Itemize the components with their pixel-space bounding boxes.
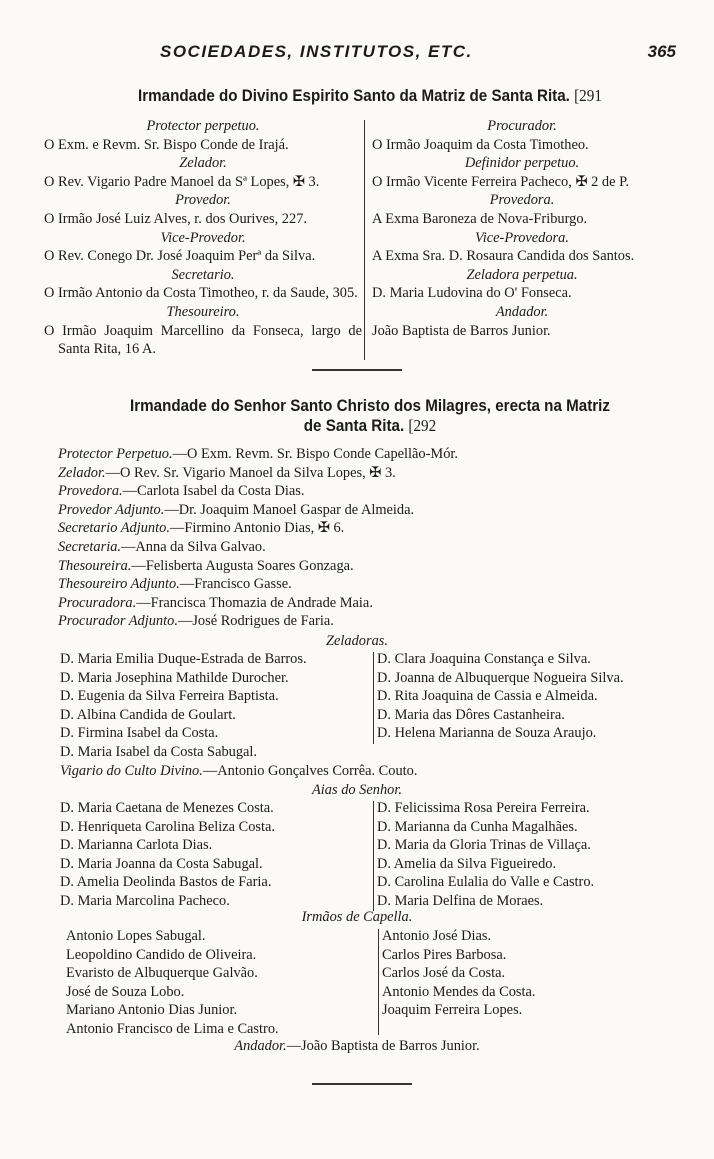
list-item: D. Maria Emilia Duque-Estrada de Barros. — [60, 651, 307, 667]
list-item: D. Maria das Dôres Castanheira. — [377, 706, 565, 723]
list-item: D. Maria Caetana de Menezes Costa. — [60, 800, 274, 816]
column-divider — [373, 652, 374, 744]
officer-entry — [58, 575, 678, 594]
vigario-value: —Antonio Gonçalves Corrêa. Couto. — [202, 763, 418, 779]
officer-label: Provedor Adjunto. — [58, 501, 165, 518]
officer-entry — [58, 557, 678, 576]
officer-label: Thesoureiro Adjunto. — [58, 576, 180, 593]
officer-value: —Francisca Thomazia de Andrade Maia. — [136, 594, 373, 611]
thesoureiro-name: O Irmão Joaquim Marcellino da Fonseca, largo de Santa Rita, 16 A. — [44, 322, 362, 358]
list-item: Mariano Antonio Dias Junior. — [66, 1002, 238, 1019]
officer-value: —Francisco Gasse. — [179, 576, 292, 593]
list-item: D. Helena Marianna de Souza Araujo. — [377, 725, 597, 742]
column-divider — [364, 120, 365, 360]
officer-entry — [58, 594, 678, 613]
list-item: Leopoldino Candido de Oliveira. — [66, 946, 257, 963]
list-item: D. Firmina Isabel da Costa. — [60, 725, 219, 742]
aias-heading: Aias do Senhor. — [312, 782, 402, 798]
list-item: D. Albina Candida de Goulart. — [60, 706, 236, 723]
officer-entry — [58, 445, 678, 464]
column-divider — [373, 801, 374, 911]
officer-label: Protector Perpetuo. — [58, 446, 173, 462]
secretario-name: O Irmão Antonio da Costa Timotheo, r. da Saude, 305. — [44, 285, 358, 302]
officer-value: —O Rev. Sr. Vigario Manoel da Silva Lopes, ✠ 3. — [105, 464, 396, 481]
list-item: Antonio Lopes Sabugal. — [66, 928, 206, 944]
officer-entry — [58, 612, 678, 631]
officer-value: —O Exm. Revm. Sr. Bispo Conde Capellão-Mór. — [172, 446, 458, 462]
column-divider — [378, 929, 379, 1035]
list-item: Carlos José da Costa. — [382, 965, 506, 982]
list-item: D. Maria Marcolina Pacheco. — [60, 892, 230, 909]
list-item: Evaristo de Albuquerque Galvão. — [66, 965, 258, 982]
officer-entry — [58, 501, 678, 520]
aias-left — [60, 799, 370, 911]
procurador-name: O Irmão Joaquim da Costa Timotheo. — [372, 136, 589, 153]
list-item: D. Rita Joaquina de Cassia e Almeida. — [377, 688, 598, 705]
section-291-title-text: Irmandade do Divino Espirito Santo da Matriz de Santa Rita. — [138, 87, 570, 105]
zeladora-label: Zeladora perpetua. — [466, 266, 578, 283]
list-item: D. Amelia da Silva Figueiredo. — [377, 855, 557, 872]
officer-label: Thesoureira. — [58, 557, 132, 574]
zeladora-name: D. Maria Ludovina do O' Fonseca. — [372, 285, 572, 302]
provedora-label: Provedora. — [489, 192, 555, 209]
zelador-label: Zelador. — [179, 155, 227, 172]
list-item: José de Souza Lobo. — [66, 983, 185, 1000]
officer-label: Procuradora. — [58, 594, 137, 611]
officer-label: Secretaria. — [58, 538, 122, 555]
section-292-title-line2: de Santa Rita. — [303, 417, 405, 435]
officer-entry — [58, 519, 678, 538]
officer-entry — [58, 464, 678, 483]
vice-provedora-name: A Exma Sra. D. Rosaura Candida dos Santos. — [372, 248, 635, 265]
aias-right — [377, 799, 697, 911]
officer-entry — [58, 482, 678, 501]
section-292-ref: [292 — [408, 416, 437, 435]
list-item: Carlos Pires Barbosa. — [382, 946, 507, 963]
andador-label-2: Andador. — [234, 1038, 287, 1054]
officer-value: —Firmino Antonio Dias, ✠ 6. — [169, 520, 345, 537]
list-item: Antonio Francisco de Lima e Castro. — [66, 1020, 279, 1037]
secretario-label: Secretario. — [171, 266, 235, 283]
officers-list — [58, 445, 678, 631]
list-item: D. Maria Joanna da Costa Sabugal. — [60, 855, 263, 872]
andador-entry — [0, 1037, 714, 1056]
zeladoras-heading: Zeladoras. — [326, 633, 388, 649]
irmaos-left — [66, 927, 376, 1039]
list-item: Joaquim Ferreira Lopes. — [382, 1002, 523, 1019]
officer-label: Zelador. — [58, 464, 106, 481]
page-number: 365 — [647, 42, 676, 61]
procurador-label: Procurador. — [487, 118, 557, 134]
andador-value-2: —João Baptista de Barros Junior. — [286, 1038, 480, 1054]
list-item: D. Clara Joaquina Constança e Silva. — [377, 651, 591, 667]
officer-value: —Anna da Silva Galvao. — [121, 538, 266, 555]
list-item: D. Amelia Deolinda Bastos de Faria. — [60, 874, 272, 891]
list-item: Antonio Mendes da Costa. — [382, 983, 536, 1000]
definidor-name: O Irmão Vicente Ferreira Pacheco, ✠ 2 de P. — [372, 173, 630, 190]
protector-name: O Exm. e Revm. Sr. Bispo Conde de Irajá. — [44, 136, 289, 153]
irmaos-right — [382, 927, 682, 1020]
andador-name: João Baptista de Barros Junior. — [372, 322, 551, 339]
thesoureiro-label: Thesoureiro. — [166, 303, 240, 320]
list-item: D. Felicissima Rosa Pereira Ferreira. — [377, 800, 590, 816]
officer-value: —José Rodrigues de Faria. — [177, 613, 334, 630]
zelador-name: O Rev. Vigario Padre Manoel da Sª Lopes, ✠ 3. — [44, 173, 320, 190]
section-292-title-line2-wrap — [103, 416, 637, 436]
section-292-title-line1: Irmandade do Senhor Santo Christo dos Milagres, erecta na Matriz — [130, 397, 610, 415]
list-item: D. Henriqueta Carolina Beliza Costa. — [60, 818, 275, 835]
zeladoras-left — [60, 650, 370, 762]
list-item: D. Maria Josephina Mathilde Durocher. — [60, 669, 289, 686]
officer-value: —Dr. Joaquim Manoel Gaspar de Almeida. — [164, 501, 415, 518]
list-item: Antonio José Dias. — [382, 928, 492, 944]
andador-label: Andador. — [495, 303, 549, 320]
officer-label: Secretario Adjunto. — [58, 520, 170, 537]
vigario-label: Vigario do Culto Divino. — [60, 763, 203, 779]
running-title: SOCIEDADES, INSTITUTOS, ETC. — [160, 42, 473, 61]
list-item: D. Eugenia da Silva Ferreira Baptista. — [60, 688, 279, 705]
zeladoras-right — [377, 650, 697, 743]
provedor-label: Provedor. — [175, 192, 231, 209]
list-item: D. Maria Isabel da Costa Sabugal. — [60, 743, 258, 760]
list-item: D. Maria Delfina de Moraes. — [377, 892, 544, 909]
officer-label: Procurador Adjunto. — [58, 613, 178, 630]
running-head — [60, 42, 680, 64]
section-291-title — [103, 86, 637, 106]
list-item: D. Marianna Carlota Dias. — [60, 837, 213, 854]
list-item: D. Marianna da Cunha Magalhães. — [377, 818, 578, 835]
section-291-ref: [291 — [574, 86, 602, 105]
section-291-right-column — [372, 117, 672, 340]
section-divider-rule — [312, 369, 402, 371]
vice-provedor-name: O Rev. Conego Dr. José Joaquim Perª da Silva. — [44, 248, 316, 265]
officer-label: Provedora. — [58, 483, 123, 500]
vice-provedora-label: Vice-Provedora. — [475, 229, 569, 246]
section-292-title — [103, 396, 637, 436]
officer-value: —Felisberta Augusta Soares Gonzaga. — [131, 557, 354, 574]
list-item: D. Maria da Gloria Trinas de Villaça. — [377, 837, 591, 854]
definidor-label: Definidor perpetuo. — [464, 155, 580, 172]
officer-entry — [58, 538, 678, 557]
closing-rule — [312, 1083, 412, 1085]
list-item: D. Carolina Eulalia do Valle e Castro. — [377, 874, 595, 891]
protector-label: Protector perpetuo. — [146, 118, 260, 134]
vigario-entry — [60, 762, 417, 781]
list-item: D. Joanna de Albuquerque Nogueira Silva. — [377, 669, 624, 686]
provedora-name: A Exma Baroneza de Nova-Friburgo. — [372, 210, 588, 227]
section-291-left-column — [44, 117, 362, 359]
irmaos-heading: Irmãos de Capella. — [301, 909, 413, 925]
officer-value: —Carlota Isabel da Costa Dias. — [122, 483, 305, 500]
provedor-name: O Irmão José Luiz Alves, r. dos Ourives, 227. — [44, 210, 307, 227]
vice-provedor-label: Vice-Provedor. — [160, 229, 246, 246]
